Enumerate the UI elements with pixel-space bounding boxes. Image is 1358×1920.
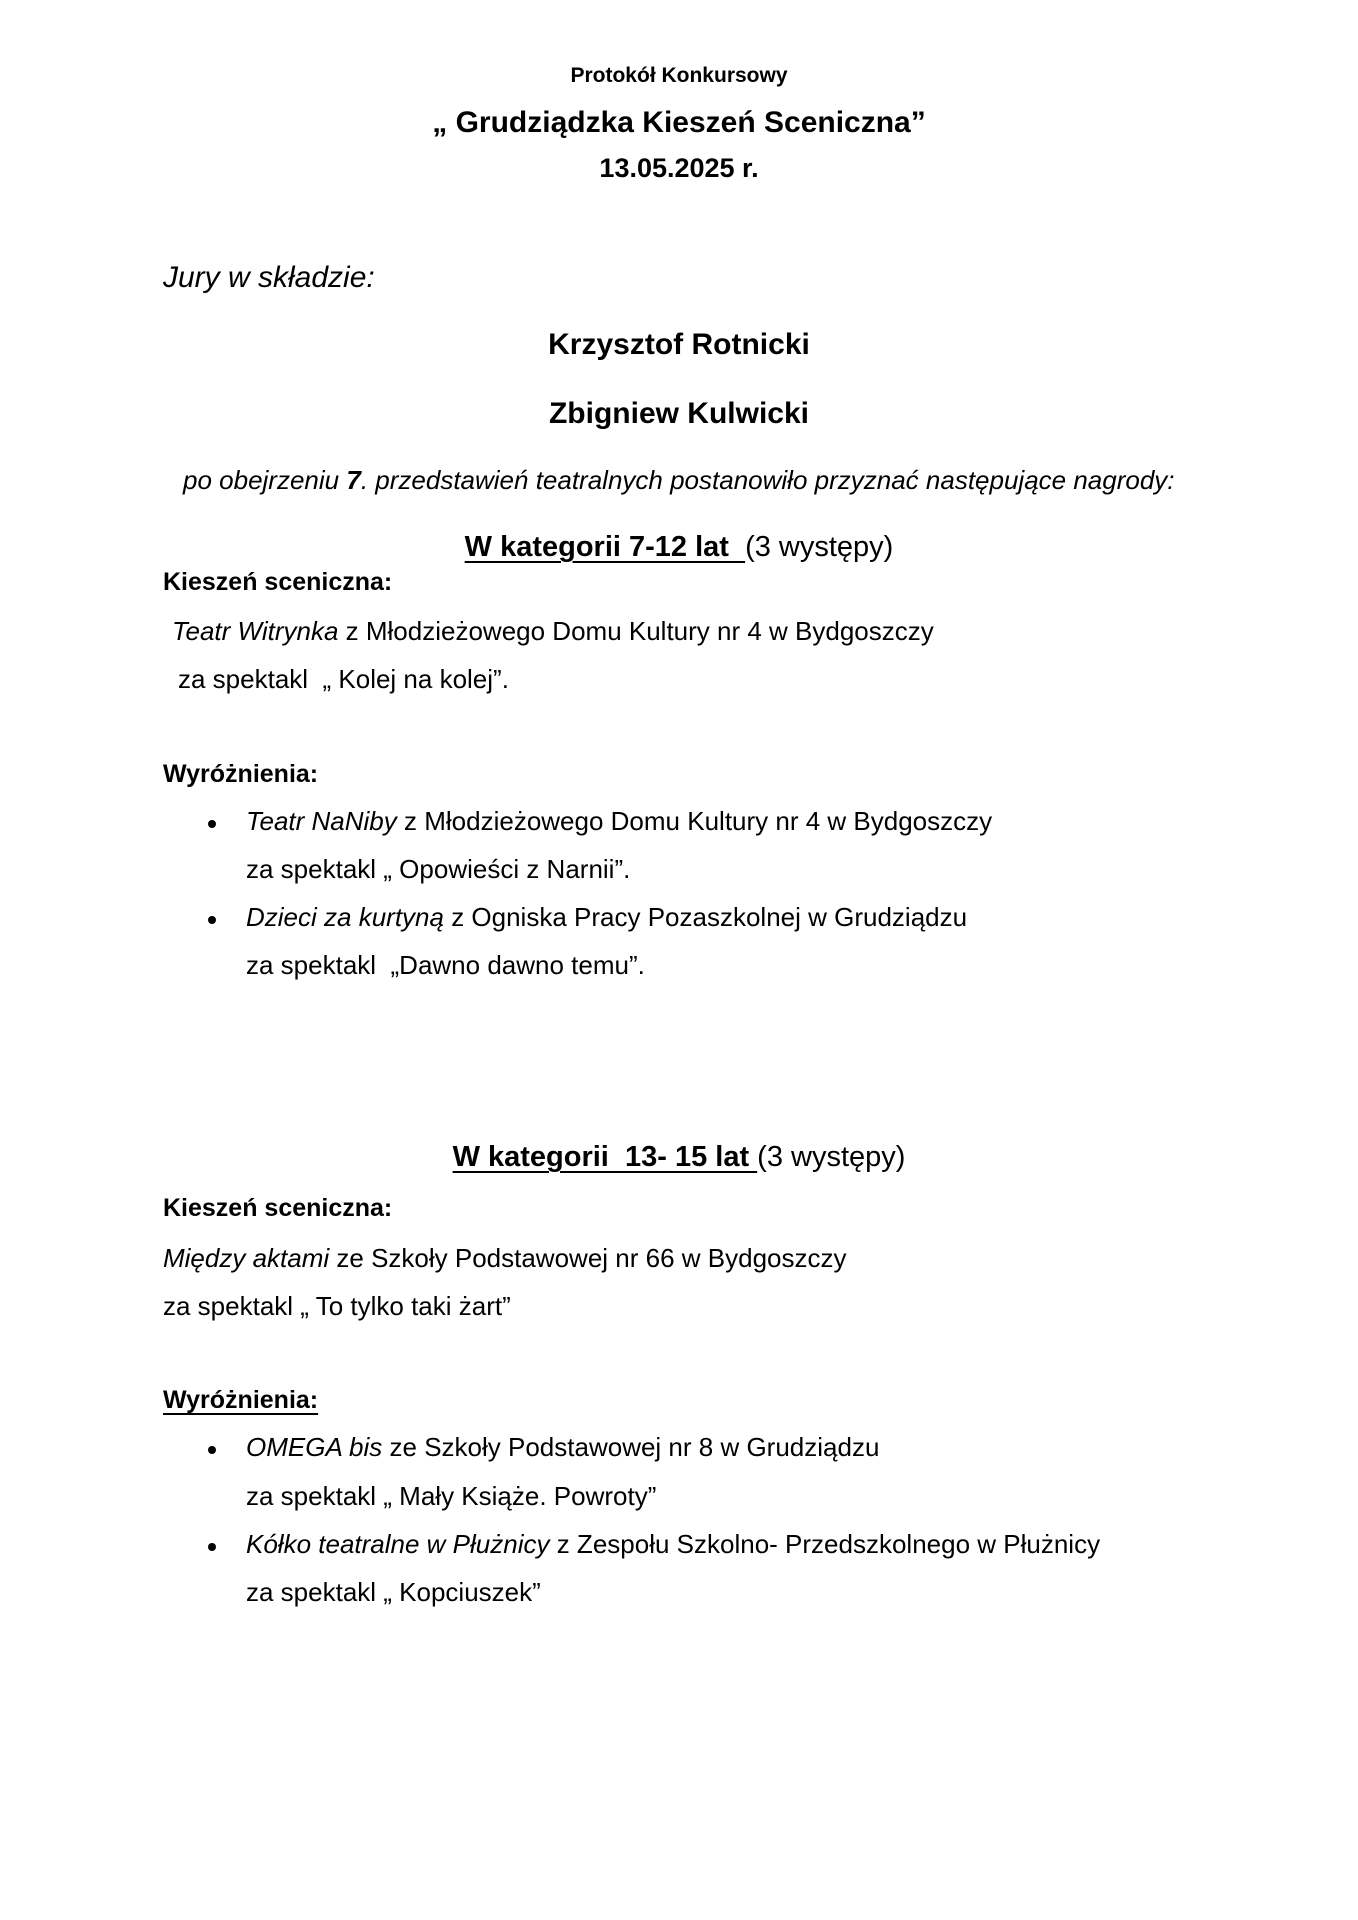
category-heading (0, 1143, 1358, 1172)
intro-before-count: po obejrzeniu (183, 465, 340, 495)
distinction-origin: z Ogniska Pracy Pozaszkolnej w Grudziądzu (443, 902, 968, 932)
distinctions-label: Wyróżnienia: (163, 760, 319, 788)
award-origin: z Młodzieżowego Domu Kultury nr 4 w Bydgoszczy (338, 616, 934, 646)
award-label: Kieszeń sceniczna: (163, 568, 393, 596)
category-note: (3 występy) (745, 531, 894, 563)
intro-statement (183, 467, 1175, 493)
distinction-entry (246, 904, 967, 930)
bullet-icon (208, 820, 216, 828)
jury-label: Jury w składzie: (163, 261, 375, 294)
category-title: W kategorii 13- 15 lat (452, 1141, 758, 1173)
award-winner (163, 1245, 847, 1271)
distinction-entry (246, 1434, 879, 1460)
award-winner (172, 618, 934, 644)
category-heading (0, 533, 1358, 562)
award-group: Między aktami (163, 1243, 330, 1273)
category-note: (3 występy) (757, 1141, 906, 1173)
distinction-play: za spektakl „Dawno dawno temu”. (246, 950, 645, 980)
category-title: W kategorii 7-12 lat (464, 531, 746, 563)
distinction-group: Kółko teatralne w Płużnicy (246, 1529, 550, 1559)
distinctions-label: Wyróżnienia: (163, 1386, 319, 1414)
bullet-icon (208, 1446, 216, 1454)
distinction-group: OMEGA bis (246, 1432, 383, 1462)
jury-member: Krzysztof Rotnicki (548, 328, 810, 361)
distinction-origin: ze Szkoły Podstawowej nr 8 w Grudziądzu (382, 1432, 880, 1462)
distinction-entry (246, 808, 992, 834)
distinction-origin: z Młodzieżowego Domu Kultury nr 4 w Bydgoszczy (396, 806, 993, 836)
distinction-group: Dzieci za kurtyną (246, 902, 444, 932)
distinction-play: za spektakl „ Kopciuszek” (246, 1577, 541, 1607)
distinction-group: Teatr NaNiby (246, 806, 397, 836)
bullet-icon (208, 916, 216, 924)
distinction-play: za spektakl „ Opowieści z Narnii”. (246, 854, 631, 884)
distinction-origin: z Zespołu Szkolno- Przedszkolnego w Płużnicy (549, 1529, 1101, 1559)
jury-member: Zbigniew Kulwicki (548, 397, 810, 430)
award-play: za spektakl „ Kolej na kolej”. (178, 664, 509, 694)
document-type: Protokół Konkursowy (570, 64, 788, 87)
award-label: Kieszeń sceniczna: (163, 1194, 393, 1222)
competition-date: 13.05.2025 r. (599, 153, 759, 183)
award-group: Teatr Witrynka (172, 616, 339, 646)
distinction-entry (246, 1531, 1100, 1557)
intro-after-count: . przedstawień teatralnych postanowiło przyznać następujące nagrody: (360, 465, 1175, 495)
award-play: za spektakl „ To tylko taki żart” (163, 1291, 511, 1321)
award-origin: ze Szkoły Podstawowej nr 66 w Bydgoszczy (329, 1243, 847, 1273)
bullet-icon (208, 1543, 216, 1551)
performance-count: 7 (346, 465, 361, 495)
competition-title: „ Grudziądzka Kieszeń Sceniczna” (432, 106, 926, 139)
distinction-play: za spektakl „ Mały Książe. Powroty” (246, 1481, 657, 1511)
